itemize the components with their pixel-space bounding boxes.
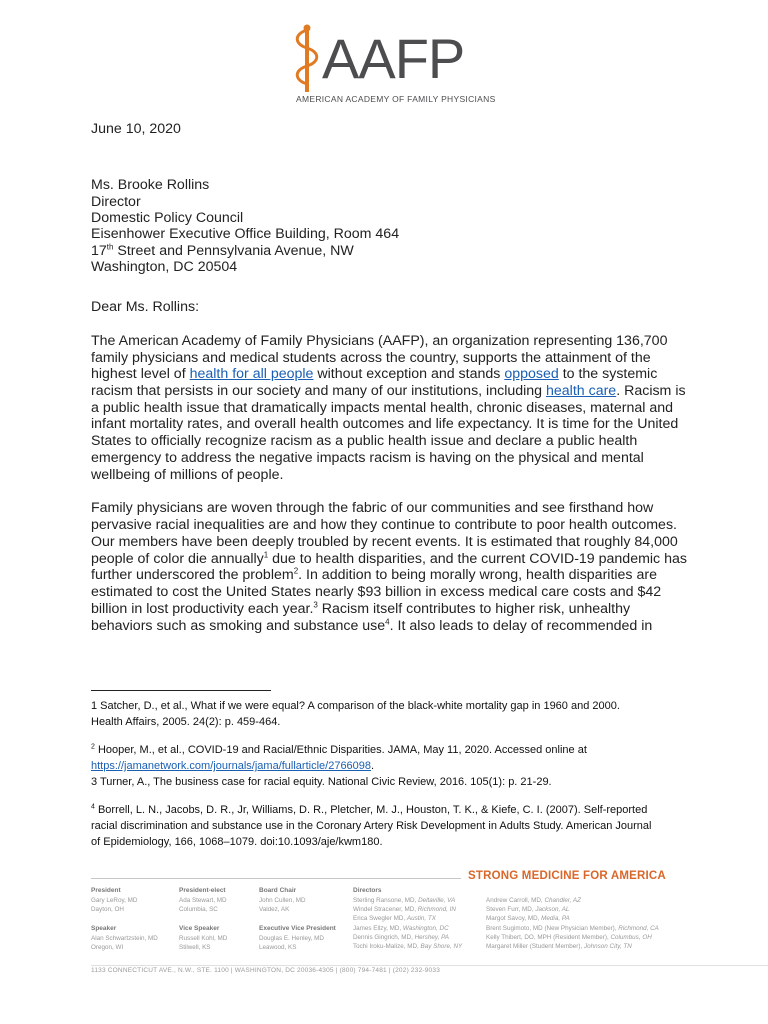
evp-location: Leawood, KS [259, 944, 297, 951]
board-chair-location: Valdez, AK [259, 906, 290, 913]
p2-text: further underscored the problem [91, 567, 294, 583]
speaker-location: Oregon, WI [91, 944, 124, 951]
director-name: James Ellzy, MD, [353, 924, 403, 932]
p1-line [91, 366, 657, 383]
jama-link[interactable]: https://jamanetwork.com/journals/jama/fullarticle/2766098 [91, 760, 372, 772]
p2-line [91, 551, 687, 568]
p2-text: . In addition to being morally wrong, health disparities are [298, 567, 657, 583]
logo-wordmark: AAFP [322, 27, 465, 90]
footnote-1: 1 Satcher, D., et al., What if we were equal? A comparison of the black-white mortality gap in 1960 and 2000. [91, 700, 620, 712]
p1-line [91, 383, 686, 400]
recipient-org: Domestic Policy Council [91, 210, 244, 226]
street-suffix: th [106, 242, 114, 252]
director-location: Johnson City, TN [583, 943, 632, 950]
director-entry [486, 924, 659, 933]
p1-text: highest level of [91, 366, 190, 382]
director-entry [353, 914, 436, 923]
director-name: Tochi Iroku-Malize, MD, [353, 943, 421, 950]
footnote-text: Borrell, L. N., Jacobs, D. R., Jr, Williams, D. R., Pletcher, M. J., Houston, T. K., & Kiefe, C. I. (2007). Self-reported [94, 804, 648, 816]
street-number: 17 [91, 243, 107, 259]
president-location: Dayton, OH [91, 906, 124, 913]
footnote-text: Hooper, M., et al., COVID-19 and Racial/Ethnic Disparities. JAMA, May 11, 2020. Accessed online at [94, 744, 587, 756]
director-name: Erica Swegler MD, [353, 915, 407, 923]
street-rest: Street and Pennsylvania Avenue, NW [113, 243, 354, 259]
footnote-4-cont: racial discrimination and substance use in the Coronary Artery Risk Development in Adults Study. American Journal [91, 820, 652, 832]
vice-speaker-location: Stilwell, KS [179, 944, 211, 951]
p2-text: Racism itself contributes to higher risk, unhealthy [317, 601, 631, 617]
recipient-street [91, 243, 354, 260]
footnote-ref-2[interactable]: 2 [293, 566, 299, 576]
p1-text: to the systemic [558, 366, 658, 382]
director-location: Media, PA [541, 915, 570, 923]
speaker-name: Alan Schwartzstein, MD [91, 935, 158, 942]
footnote-3: 3 Turner, A., The business case for racial equity. National Civic Review, 2016. 105(1): p. 21-29. [91, 776, 552, 788]
logo-subtitle: AMERICAN ACADEMY OF FAMILY PHYSICIANS [296, 94, 496, 104]
director-location: Washington, DC [402, 924, 449, 932]
director-location: Jackson, AL [535, 906, 570, 914]
p1-line: The American Academy of Family Physicians (AAFP), an organization representing 136,700 [91, 333, 668, 349]
president-name: Gary LeRoy, MD [91, 897, 138, 904]
recipient-title: Director [91, 194, 141, 210]
footnote-ref-3[interactable]: 3 [313, 600, 318, 610]
p1-line: infant mortality rates, and overall health outcomes and life expectancy. It is time for the United [91, 416, 679, 432]
p2-line [91, 601, 630, 618]
director-location: Columbus, OH [610, 933, 652, 941]
vice-speaker-title: Vice Speaker [179, 925, 220, 932]
director-name: Margot Savoy, MD, [486, 915, 542, 923]
evp-name: Douglas E. Henley, MD [259, 935, 324, 942]
p1-line: emergency to address the negative impacts racism is having on the physical and mental [91, 450, 644, 466]
footnote-4-cont: of Epidemiology, 166, 1068–1079. doi:10.1093/aje/kwm180. [91, 836, 383, 848]
health-for-all-link[interactable]: health for all people [189, 366, 314, 382]
director-entry [486, 896, 581, 905]
director-entry [353, 896, 455, 905]
p2-line: pervasive racial inequalities are and how they continue to contribute to poor health outcomes. [91, 517, 677, 533]
director-name: Kelly Thibert, DO, MPH (Resident Member), [486, 933, 611, 941]
p2-line [91, 567, 657, 584]
p1-line: wellbeing of millions of people. [91, 467, 284, 483]
p1-line: family physicians and medical students across the country, supports the attainment of the [91, 350, 651, 366]
director-name: Margaret Miller (Student Member), [486, 943, 584, 950]
p1-text: . Racism is [616, 383, 686, 399]
recipient-name: Ms. Brooke Rollins [91, 177, 210, 193]
director-entry [353, 924, 449, 933]
director-entry [486, 914, 570, 923]
p2-line: estimated to cost the United States nearly $93 billion in excess medical care costs and $42 [91, 584, 662, 600]
director-entry [353, 933, 449, 942]
p2-text: . It also leads to delay of recommended in [389, 618, 653, 634]
footer-address: 1133 CONNECTICUT AVE., N.W., STE. 1100 | WASHINGTON, DC 20036-4305 | (800) 794-7481 | (202) 232-9033 [91, 967, 441, 974]
president-title: President [91, 887, 121, 894]
director-entry [353, 942, 462, 951]
director-location: Deltaville, VA [418, 897, 456, 904]
director-entry [353, 905, 456, 914]
p1-text: without exception and stands [313, 366, 505, 382]
caduceus-icon [292, 24, 322, 94]
p2-text: people of color die annually [91, 551, 264, 567]
director-name: Windel Stracener, MD, [353, 906, 418, 914]
president-elect-name: Ada Stewart, MD [179, 897, 227, 904]
president-elect-location: Columbia, SC [179, 906, 218, 913]
director-entry [486, 942, 632, 951]
president-elect-title: President-elect [179, 887, 226, 894]
opposed-link[interactable]: opposed [504, 366, 559, 382]
director-name: Dennis Gingrich, MD, [353, 933, 415, 941]
p2-text: billion in lost productivity each year. [91, 601, 314, 617]
footnote-4 [91, 802, 647, 818]
board-chair-title: Board Chair [259, 887, 297, 894]
director-name: Sterling Ransone, MD, [353, 897, 419, 904]
footnote-2 [91, 742, 587, 758]
director-location: Chandler, AZ [544, 897, 581, 904]
director-location: Austin, TX [406, 915, 436, 923]
salutation: Dear Ms. Rollins: [91, 299, 200, 315]
p1-text: racism that persists in our society and many of our institutions, including [91, 383, 546, 399]
director-location: Richmond, CA [618, 924, 659, 932]
recipient-city: Washington, DC 20504 [91, 259, 238, 275]
director-name: Brent Sugimoto, MD (New Physician Member), [486, 924, 619, 932]
director-location: Bay Shore, NY [420, 943, 463, 950]
footer-divider [91, 878, 461, 879]
board-chair-name: John Cullen, MD [259, 897, 306, 904]
p2-line [91, 618, 652, 635]
director-name: Andrew Carroll, MD, [486, 897, 545, 904]
p2-line: Family physicians are woven through the fabric of our communities and see firsthand how [91, 500, 654, 516]
footnote-ref-4[interactable]: 4 [385, 617, 390, 627]
address-divider [91, 965, 768, 966]
footnote-text: . [371, 760, 375, 772]
evp-title: Executive Vice President [259, 925, 336, 932]
aafp-logo [292, 24, 496, 108]
vice-speaker-name: Russell Kohl, MD [179, 935, 228, 942]
footnote-number: 2 [91, 743, 95, 751]
footnote-number: 4 [91, 803, 95, 811]
p1-line: a public health issue that dramatically impacts mental health, chronic diseases, maternal and [91, 400, 673, 416]
footnote-2-cont [91, 758, 374, 774]
footnote-ref-1[interactable]: 1 [263, 550, 269, 560]
p2-text: due to health disparities, and the current COVID-19 pandemic has [268, 551, 687, 567]
p2-text: behaviors such as smoking and substance use [91, 618, 386, 634]
health-care-link[interactable]: health care [546, 383, 617, 399]
directors-title: Directors [353, 887, 382, 894]
p2-line: Our members have been deeply troubled by recent events. It is estimated that roughly 84,000 [91, 534, 678, 550]
footer-tagline: STRONG MEDICINE FOR AMERICA [468, 870, 666, 882]
p1-line: States to officially recognize racism as a public health issue and declare a public health [91, 433, 638, 449]
speaker-title: Speaker [91, 925, 117, 932]
letter-date: June 10, 2020 [91, 121, 181, 137]
footnote-1-cont: Health Affairs, 2005. 24(2): p. 459-464. [91, 716, 281, 728]
director-entry [486, 933, 652, 942]
director-location: Hershey, PA [414, 933, 450, 941]
director-location: Richmond, IN [417, 906, 456, 914]
director-name: Steven Furr, MD, [486, 906, 536, 914]
director-entry [486, 905, 569, 914]
footnote-separator [91, 690, 271, 691]
recipient-building: Eisenhower Executive Office Building, Room 464 [91, 226, 400, 242]
